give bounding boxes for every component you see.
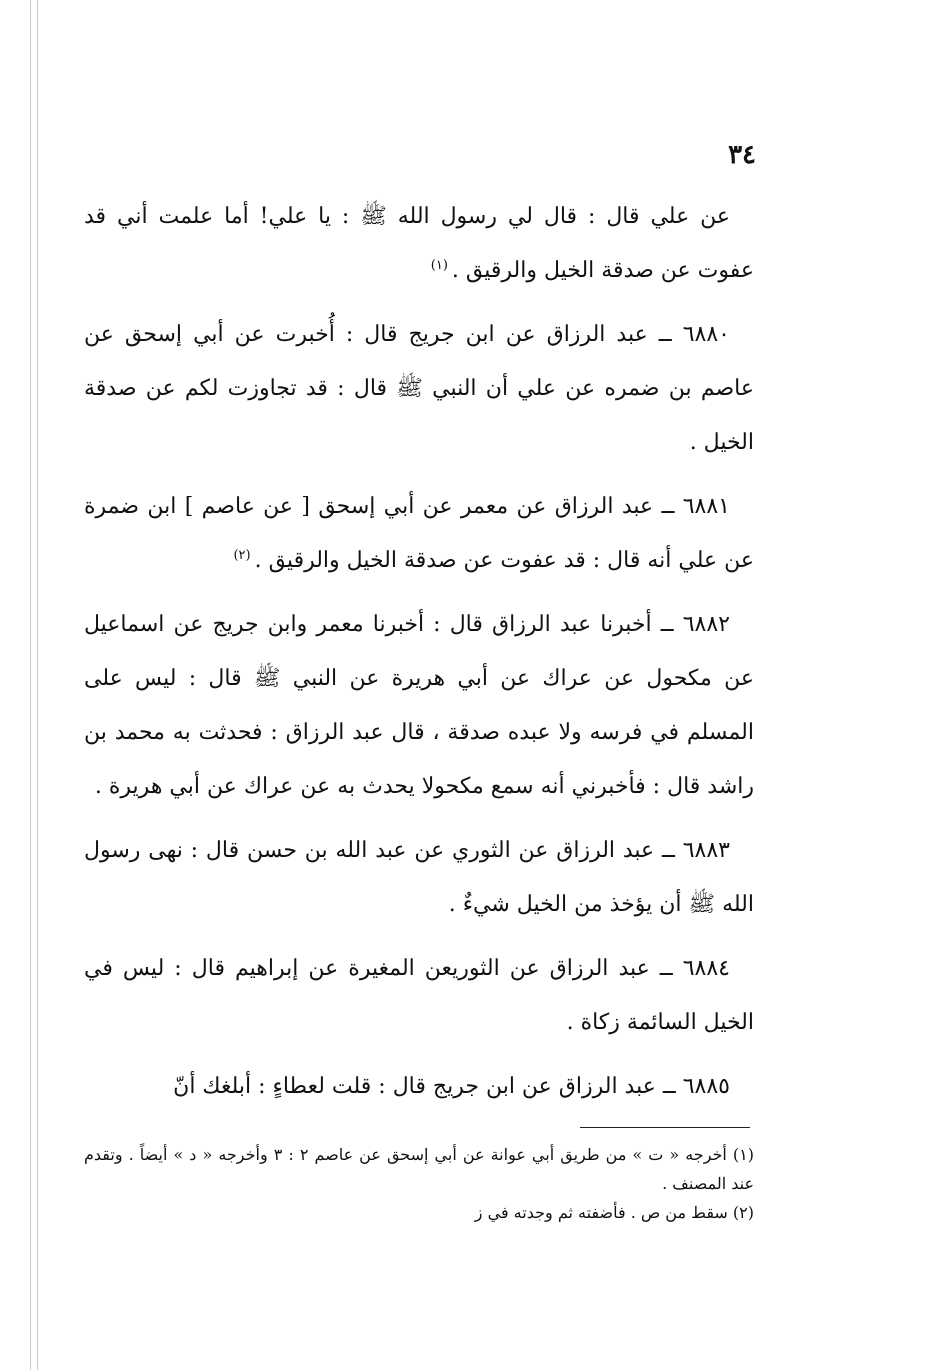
- footnote-divider: [580, 1127, 750, 1128]
- left-margin-rule-inner: [37, 0, 38, 1370]
- paragraph-6880: [84, 308, 754, 470]
- left-margin-rule: [30, 0, 31, 1370]
- paragraph-6881: [84, 480, 754, 588]
- paragraph-6885: [84, 1060, 754, 1114]
- footnote-marker: (١): [430, 257, 448, 273]
- paragraph-text: ٦٨٨١ ــ عبد الرزاق عن معمر عن أبي إسحق [ عن عاصم ] ابن ضمرة عن علي أنه قال : قد عفوت عن صدقة الخيل والرقيق .: [84, 494, 754, 573]
- paragraph-6884: [84, 942, 754, 1050]
- paragraph-text: عن علي قال : قال لي رسول الله ﷺ : يا علي! أما علمت أني قد عفوت عن صدقة الخيل والرقيق .: [84, 204, 754, 283]
- main-text: [84, 190, 754, 1124]
- footnote-1: (١) أخرجه « ت » من طريق أبي عوانة عن أبي إسحق عن عاصم ٢ : ٣ وأخرجه « د » أيضاً . وتقدم عند المصنف .: [84, 1145, 754, 1193]
- footnote-marker: (٢): [233, 547, 251, 563]
- footnotes: [84, 1140, 754, 1227]
- paragraph-text: ٦٨٨٠ ــ عبد الرزاق عن ابن جريج قال : أُخبرت عن أبي إسحق عن عاصم بن ضمره عن علي أن النبي ﷺ قال : قد تجاوزت لكم عن صدقة الخيل .: [84, 322, 754, 455]
- footnote-2: (٢) سقط من ص . فأضفته ثم وجدته في ز: [474, 1203, 754, 1222]
- paragraph-6882: [84, 598, 754, 814]
- paragraph-1: [84, 190, 754, 298]
- page-number: ٣٤: [728, 140, 756, 170]
- paragraph-text: ٦٨٨٢ ــ أخبرنا عبد الرزاق قال : أخبرنا معمر وابن جريج عن اسماعيل عن مكحول عن عراك عن أبي هريرة عن النبي ﷺ قال : ليس على المسلم في فرسه ولا عبده صدقة ، قال عبد الرزاق : فحدثت به محمد بن راشد قال : فأخبرني أنه سمع مكحولا يحدث به عن عراك عن أبي هريرة .: [84, 612, 754, 799]
- paragraph-6883: [84, 824, 754, 932]
- paragraph-text: ٦٨٨٤ ــ عبد الرزاق عن الثوريعن المغيرة عن إبراهيم قال : ليس في الخيل السائمة زكاة .: [84, 956, 754, 1035]
- paragraph-text: ٦٨٨٣ ــ عبد الرزاق عن الثوري عن عبد الله بن حسن قال : نهى رسول الله ﷺ أن يؤخذ من الخيل شيءٌ .: [84, 838, 754, 917]
- paragraph-text: ٦٨٨٥ ــ عبد الرزاق عن ابن جريج قال : قلت لعطاءٍ : أبلغك أنّ: [173, 1074, 730, 1099]
